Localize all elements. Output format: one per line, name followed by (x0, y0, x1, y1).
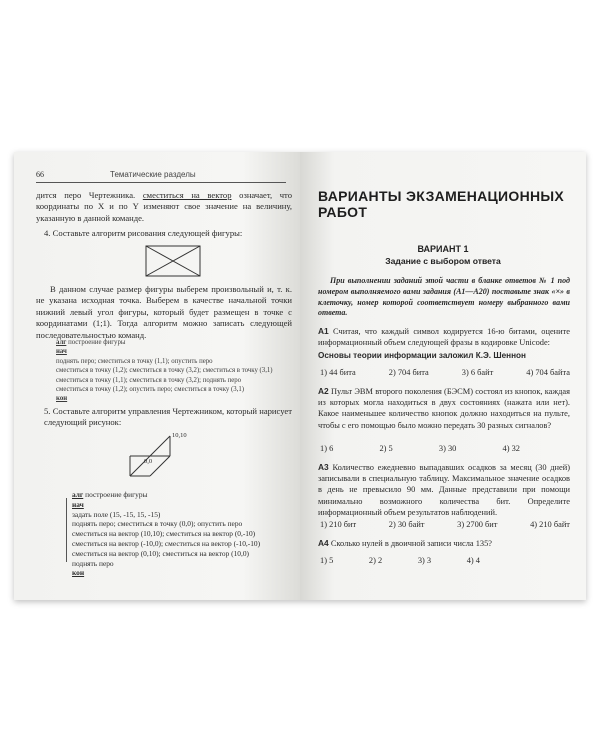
algo1-name: построение фигуры (68, 339, 126, 346)
question-a1-quote: Основы теории информации заложил К.Э. Шеннон (318, 351, 526, 360)
algo2-end: кон (72, 568, 85, 578)
algo2-line: поднять перо (72, 558, 114, 568)
answer-option: 3) 2700 бит (457, 520, 498, 529)
answer-option: 1) 210 бит (320, 520, 357, 529)
intro-before: дится перо Чертежника. (36, 190, 136, 200)
question-a2 (318, 386, 570, 431)
answer-option: 1) 44 бита (320, 368, 356, 377)
algo2-begin: нач (72, 499, 84, 509)
algo2-keyword: алг (72, 490, 84, 499)
question-id: A1 (318, 326, 329, 336)
answers-a4 (320, 556, 480, 565)
intro-paragraph (36, 190, 292, 224)
answer-option: 4) 32 (502, 444, 520, 453)
algo2-line: сместиться на вектор (-10,0); сместиться на вектор (-10,-10) (72, 538, 261, 548)
question-text: Пульт ЭВМ второго поколения (БЭСМ) состоял из кнопок, каждая из которых могла находиться в двух состояниях (нажата или нет). Какое наименьшее количество кнопок должно находиться на пульте, чтобы с его помощью было можно передать 30 разных сигналов? (318, 387, 570, 430)
task-4: 4. Составьте алгоритм рисования следующей фигуры: (44, 228, 243, 238)
answers-a1 (320, 368, 570, 377)
two-triangles-figure (124, 428, 204, 490)
answer-option: 2) 704 бита (388, 368, 429, 377)
question-a3 (318, 462, 570, 518)
algo1-header (56, 338, 292, 347)
answer-option: 2) 5 (379, 444, 393, 453)
question-id: A3 (318, 462, 329, 472)
answer-option: 2) 2 (368, 556, 383, 565)
question-text: Количество ежедневно выпадавших осадков за месяц (30 дней) записывали в специальную таблицу. Максимальное значение осадков в день не превысило 90 мм. Данные представили при помощи минимально возможного количества бит. Определите информационный объем результатов наблюдений. (318, 463, 570, 517)
variant-subtitle: Задание с выбором ответа (385, 256, 501, 266)
algo1-line: сместиться в точку (1,1); сместиться в точку (3,2); поднять перо (56, 376, 242, 384)
explanation-paragraph: В данном случае размер фигуры выберем произвольный и, т. к. не указана исходная точка. Выберем в качестве начальной точки нижний левый угол фигуры, который будет размещен в точке с координатами (1;1). Тогда алгоритм можно записать следующей последовательностью команд. (36, 284, 292, 340)
page-number: 66 (36, 170, 44, 179)
answers-a3 (320, 520, 570, 529)
section-title: ВАРИАНТЫ ЭКЗАМЕНАЦИОННЫХ РАБОТ (318, 188, 565, 220)
variant-title: ВАРИАНТ 1 (417, 244, 469, 254)
figure-label-origin: 0,0 (144, 458, 153, 465)
answer-option: 3) 3 (417, 556, 432, 565)
algo2-line: задать поле (15, -15, 15, -15) (72, 509, 161, 519)
question-text: Считая, что каждый символ кодируется 16-ю битами, оцените информационный объем следующей фразы в кодировке Unicode: (318, 327, 570, 348)
algo1-begin: нач (56, 348, 67, 356)
answer-option: 3) 6 байт (461, 368, 494, 377)
algo2-name: построение фигуры (85, 490, 148, 499)
intro-link-term: сместиться на вектор (142, 190, 232, 200)
instruction-paragraph: При выполнении заданий этой части в бланке ответов № 1 под номером выполняемого вами задания (А1—А20) поставьте знак «×» в клеточку, номер которой соответствует номеру выбранного вами ответа. (318, 276, 570, 318)
right-page (300, 152, 586, 600)
running-title: Тематические разделы (110, 170, 196, 179)
left-page (14, 152, 300, 600)
algo1-keyword: алг (56, 339, 67, 346)
intro-after: означает, что координаты по X и по Y изменяют свое значение на величину, указанную в данной команде. (36, 190, 292, 223)
algo2-bracket (66, 498, 67, 562)
algo2-line: сместиться на вектор (0,10); сместиться на вектор (10,0) (72, 548, 249, 558)
figure-label-top: 10,10 (172, 432, 187, 439)
algo1-line: сместиться в точку (1,2); сместиться в точку (3,2); сместиться в точку (3,1) (56, 367, 273, 375)
algorithm-1 (56, 338, 292, 404)
answers-a2 (320, 444, 520, 453)
question-text: Сколько нулей в двоичной записи числа 135? (330, 539, 492, 548)
question-id: A2 (318, 386, 329, 396)
answer-option: 4) 210 байт (530, 520, 570, 529)
algo2-line: поднять перо; сместиться в точку (0,0); опустить перо (72, 519, 243, 529)
algorithm-2 (72, 490, 292, 578)
question-a4 (318, 538, 570, 549)
header-rule (36, 182, 286, 183)
answer-option: 4) 704 байта (526, 368, 570, 377)
answer-option: 3) 30 (438, 444, 457, 453)
rectangle-cross-figure (144, 244, 202, 278)
answer-option: 2) 30 байт (388, 520, 425, 529)
answer-option: 1) 6 (320, 444, 334, 453)
question-id: A4 (318, 538, 329, 548)
answer-option: 4) 4 (466, 556, 480, 565)
algo2-header (72, 490, 292, 500)
question-a1 (318, 326, 570, 348)
algo1-line: сместиться в точку (1,2); опустить перо; сместиться в точку (3,1) (56, 386, 245, 394)
open-book (14, 152, 586, 600)
algo2-line: сместиться на вектор (10,10); сместиться на вектор (0,-10) (72, 529, 256, 539)
task-5: 5. Составьте алгоритм управления Чертежником, который нарисует следующий рисунок: (44, 406, 292, 428)
algo1-line: поднять перо; сместиться в точку (1,1); опустить перо (56, 357, 213, 365)
answer-option: 1) 5 (320, 556, 334, 565)
algo1-end: кон (56, 395, 68, 403)
